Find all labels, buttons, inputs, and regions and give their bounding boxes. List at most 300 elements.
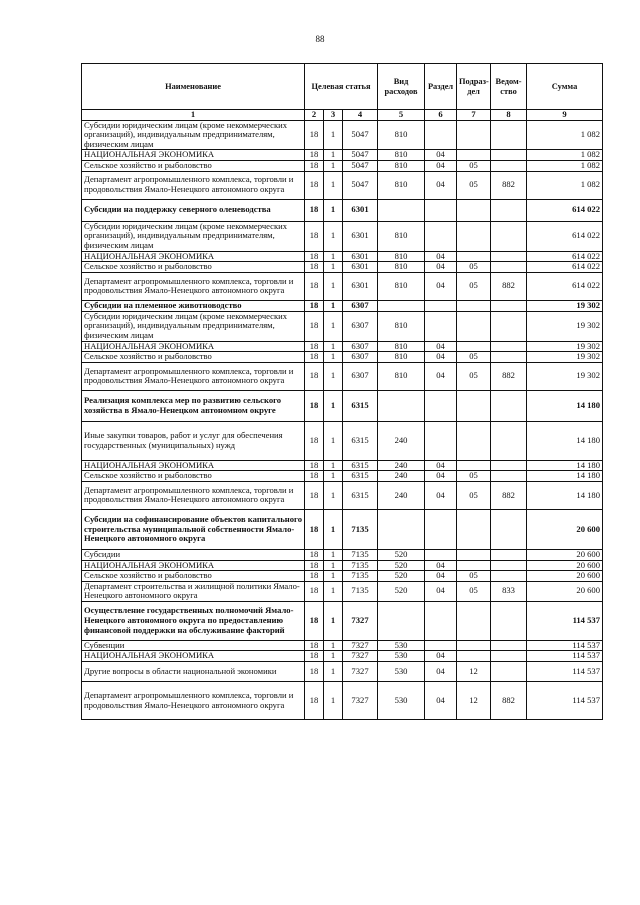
cell-subsection: 05 [457,171,491,199]
header-name: Наименование [82,64,305,110]
cell-name: Департамент агропромышленного комплекса, торговли и продовольствия Ямало-Ненецкого автономного округа [82,481,305,509]
cell-target-code: 6301 [343,199,378,221]
cell-section: 04 [425,471,457,482]
table-row [82,120,603,150]
cell-name: Департамент строительства и жилищной политики Ямало-Ненецкого автономного округа [82,581,305,601]
cell-expense-type [378,509,425,549]
cell-expense-type: 240 [378,421,425,460]
cell-target-program: 18 [305,272,324,300]
table-row [82,581,603,601]
cell-section: 04 [425,272,457,300]
cell-department [491,662,527,682]
cell-subsection [457,390,491,421]
cell-sum: 19 302 [527,311,603,341]
cell-target-subprogram: 1 [324,571,343,582]
cell-name: НАЦИОНАЛЬНАЯ ЭКОНОМИКА [82,460,305,471]
cell-sum: 614 022 [527,262,603,273]
cell-subsection [457,651,491,662]
cell-sum: 14 180 [527,421,603,460]
cell-target-subprogram: 1 [324,421,343,460]
table-row [82,150,603,161]
cell-subsection: 05 [457,262,491,273]
cell-expense-type [378,390,425,421]
header-subsection: Подраз- дел [457,64,491,110]
cell-target-subprogram: 1 [324,160,343,171]
cell-name: Реализация комплекса мер по развитию сельского хозяйства в Ямало-Ненецком автономном округе [82,390,305,421]
cell-target-subprogram: 1 [324,581,343,601]
cell-target-code: 7327 [343,601,378,640]
cell-target-program: 18 [305,471,324,482]
cell-target-subprogram: 1 [324,262,343,273]
cell-target-program: 18 [305,199,324,221]
cell-target-program: 18 [305,352,324,363]
cell-expense-type: 240 [378,460,425,471]
cell-department [491,651,527,662]
cell-subsection [457,199,491,221]
cell-target-code: 7327 [343,651,378,662]
cell-target-subprogram: 1 [324,662,343,682]
cell-target-program: 18 [305,509,324,549]
cell-target-subprogram: 1 [324,120,343,150]
cell-target-subprogram: 1 [324,341,343,352]
cell-subsection [457,640,491,651]
table-row [82,171,603,199]
cell-name: Иные закупки товаров, работ и услуг для обеспечения государственных (муниципальных) нужд [82,421,305,460]
cell-expense-type: 520 [378,581,425,601]
cell-name: Департамент агропромышленного комплекса, торговли и продовольствия Ямало-Ненецкого автономного округа [82,171,305,199]
cell-subsection: 05 [457,581,491,601]
table-row [82,549,603,560]
table-row [82,300,603,311]
cell-department [491,262,527,273]
cell-sum: 1 082 [527,160,603,171]
cell-expense-type: 810 [378,221,425,251]
cell-department [491,352,527,363]
cell-name: НАЦИОНАЛЬНАЯ ЭКОНОМИКА [82,651,305,662]
cell-name: Департамент агропромышленного комплекса, торговли и продовольствия Ямало-Ненецкого автономного округа [82,272,305,300]
header-sum: Сумма [527,64,603,110]
cell-expense-type: 810 [378,311,425,341]
cell-target-subprogram: 1 [324,651,343,662]
cell-section [425,120,457,150]
cell-expense-type: 810 [378,262,425,273]
cell-section [425,549,457,560]
cell-expense-type: 810 [378,272,425,300]
cell-department [491,421,527,460]
cell-name: Субсидии юридическим лицам (кроме некоммерческих организаций), индивидуальным предпринимателям, физическим лицам [82,221,305,251]
cell-target-code: 5047 [343,171,378,199]
table-row [82,651,603,662]
cell-subsection [457,421,491,460]
column-number: 1 [82,110,305,121]
cell-target-code: 6301 [343,272,378,300]
cell-subsection [457,460,491,471]
cell-section [425,601,457,640]
cell-subsection [457,549,491,560]
cell-target-subprogram: 1 [324,199,343,221]
cell-expense-type [378,601,425,640]
cell-section: 04 [425,150,457,161]
cell-sum: 614 022 [527,251,603,262]
cell-section [425,311,457,341]
cell-target-subprogram: 1 [324,560,343,571]
cell-target-subprogram: 1 [324,251,343,262]
cell-subsection: 05 [457,160,491,171]
cell-subsection: 05 [457,471,491,482]
cell-target-program: 18 [305,300,324,311]
cell-department [491,560,527,571]
cell-department [491,471,527,482]
header-row [82,64,603,110]
cell-expense-type [378,199,425,221]
cell-subsection: 05 [457,352,491,363]
cell-name: Субвенции [82,640,305,651]
table-row [82,662,603,682]
cell-target-code: 6307 [343,352,378,363]
cell-sum: 14 180 [527,481,603,509]
cell-target-subprogram: 1 [324,601,343,640]
cell-target-subprogram: 1 [324,362,343,390]
cell-department [491,251,527,262]
column-number: 2 [305,110,324,121]
cell-name: Сельское хозяйство и рыболовство [82,471,305,482]
cell-expense-type: 810 [378,120,425,150]
cell-target-program: 18 [305,262,324,273]
cell-target-program: 18 [305,682,324,720]
table-body [82,120,603,719]
cell-subsection [457,601,491,640]
cell-target-code: 6307 [343,341,378,352]
column-number: 3 [324,110,343,121]
cell-department [491,120,527,150]
cell-department [491,150,527,161]
cell-subsection [457,341,491,352]
cell-target-subprogram: 1 [324,481,343,509]
cell-name: Департамент агропромышленного комплекса, торговли и продовольствия Ямало-Ненецкого автономного округа [82,682,305,720]
cell-target-code: 7135 [343,549,378,560]
cell-sum: 20 600 [527,549,603,560]
cell-name: НАЦИОНАЛЬНАЯ ЭКОНОМИКА [82,560,305,571]
cell-target-code: 6307 [343,300,378,311]
cell-section: 04 [425,571,457,582]
cell-target-subprogram: 1 [324,311,343,341]
cell-target-code: 7135 [343,571,378,582]
cell-department [491,311,527,341]
table-row [82,311,603,341]
cell-name: Осуществление государственных полномочий Ямало-Ненецкого автономного округа по предоставлению финансовой поддержки на обслуживание факторий [82,601,305,640]
cell-expense-type: 810 [378,171,425,199]
table-row [82,640,603,651]
cell-target-subprogram: 1 [324,640,343,651]
cell-target-code: 6307 [343,362,378,390]
cell-sum: 20 600 [527,509,603,549]
cell-subsection [457,221,491,251]
table-row [82,421,603,460]
table-row [82,352,603,363]
cell-section [425,221,457,251]
cell-department [491,601,527,640]
cell-target-code: 7135 [343,581,378,601]
column-number: 8 [491,110,527,121]
table-row [82,471,603,482]
cell-target-subprogram: 1 [324,460,343,471]
cell-target-code: 5047 [343,160,378,171]
cell-sum: 19 302 [527,352,603,363]
cell-subsection [457,509,491,549]
cell-section: 04 [425,160,457,171]
table-row [82,460,603,471]
cell-subsection: 05 [457,571,491,582]
cell-subsection: 05 [457,362,491,390]
header-section: Раздел [425,64,457,110]
table-row [82,601,603,640]
cell-section: 04 [425,251,457,262]
cell-target-subprogram: 1 [324,509,343,549]
cell-sum: 614 022 [527,221,603,251]
cell-department [491,390,527,421]
cell-target-program: 18 [305,311,324,341]
cell-target-subprogram: 1 [324,549,343,560]
table-row [82,262,603,273]
cell-section: 04 [425,581,457,601]
cell-sum: 614 022 [527,272,603,300]
column-number-row [82,110,603,121]
cell-target-program: 18 [305,560,324,571]
cell-target-program: 18 [305,221,324,251]
cell-department [491,300,527,311]
cell-subsection [457,251,491,262]
cell-sum: 114 537 [527,601,603,640]
cell-section: 04 [425,352,457,363]
cell-target-subprogram: 1 [324,171,343,199]
table-row [82,251,603,262]
cell-department [491,640,527,651]
cell-department [491,549,527,560]
cell-name: Субсидии на софинансирование объектов капитального строительства муниципальной собственности Ямало-Ненецкого автономного округа [82,509,305,549]
cell-sum: 20 600 [527,571,603,582]
cell-name: НАЦИОНАЛЬНАЯ ЭКОНОМИКА [82,251,305,262]
cell-target-program: 18 [305,160,324,171]
cell-department: 882 [491,171,527,199]
cell-target-subprogram: 1 [324,272,343,300]
cell-department [491,341,527,352]
cell-name: Сельское хозяйство и рыболовство [82,160,305,171]
cell-expense-type: 520 [378,571,425,582]
cell-expense-type: 240 [378,481,425,509]
cell-section: 04 [425,662,457,682]
cell-section: 04 [425,460,457,471]
cell-sum: 20 600 [527,581,603,601]
cell-sum: 19 302 [527,362,603,390]
cell-sum: 14 180 [527,460,603,471]
cell-department [491,460,527,471]
cell-target-code: 6315 [343,471,378,482]
cell-target-program: 18 [305,460,324,471]
cell-section [425,390,457,421]
cell-sum: 20 600 [527,560,603,571]
cell-section [425,199,457,221]
table-row [82,272,603,300]
cell-name: Департамент агропромышленного комплекса, торговли и продовольствия Ямало-Ненецкого автономного округа [82,362,305,390]
cell-expense-type: 520 [378,560,425,571]
cell-target-program: 18 [305,549,324,560]
cell-target-subprogram: 1 [324,471,343,482]
cell-target-program: 18 [305,581,324,601]
cell-target-code: 7327 [343,640,378,651]
cell-name: НАЦИОНАЛЬНАЯ ЭКОНОМИКА [82,341,305,352]
cell-target-program: 18 [305,390,324,421]
cell-sum: 114 537 [527,651,603,662]
cell-target-code: 6315 [343,481,378,509]
table-row [82,362,603,390]
cell-department: 833 [491,581,527,601]
cell-target-program: 18 [305,150,324,161]
budget-table [81,63,603,720]
cell-expense-type: 530 [378,640,425,651]
table-row [82,341,603,352]
cell-name: НАЦИОНАЛЬНАЯ ЭКОНОМИКА [82,150,305,161]
cell-target-subprogram: 1 [324,682,343,720]
cell-section: 04 [425,362,457,390]
table-row [82,221,603,251]
cell-name: Сельское хозяйство и рыболовство [82,571,305,582]
cell-target-code: 5047 [343,120,378,150]
cell-section: 04 [425,651,457,662]
cell-section: 04 [425,171,457,199]
cell-target-program: 18 [305,571,324,582]
header-target: Целевая статья [305,64,378,110]
table-row [82,682,603,720]
cell-name: Другие вопросы в области национальной экономики [82,662,305,682]
cell-target-code: 6301 [343,251,378,262]
cell-target-program: 18 [305,251,324,262]
cell-target-code: 5047 [343,150,378,161]
cell-target-subprogram: 1 [324,352,343,363]
cell-expense-type: 810 [378,362,425,390]
cell-subsection: 12 [457,682,491,720]
cell-department [491,199,527,221]
cell-target-code: 6301 [343,221,378,251]
cell-expense-type: 530 [378,651,425,662]
cell-target-program: 18 [305,341,324,352]
cell-target-program: 18 [305,421,324,460]
cell-subsection [457,150,491,161]
column-number: 5 [378,110,425,121]
cell-section [425,300,457,311]
cell-sum: 1 082 [527,171,603,199]
cell-target-program: 18 [305,362,324,390]
table-row [82,560,603,571]
cell-target-code: 6315 [343,421,378,460]
cell-name: Сельское хозяйство и рыболовство [82,352,305,363]
cell-department: 882 [491,272,527,300]
column-number: 6 [425,110,457,121]
cell-sum: 1 082 [527,120,603,150]
cell-target-code: 6307 [343,311,378,341]
cell-target-program: 18 [305,640,324,651]
cell-subsection [457,560,491,571]
cell-expense-type: 240 [378,471,425,482]
cell-target-subprogram: 1 [324,300,343,311]
cell-target-program: 18 [305,481,324,509]
column-number: 4 [343,110,378,121]
cell-target-subprogram: 1 [324,221,343,251]
cell-expense-type: 530 [378,682,425,720]
cell-subsection: 12 [457,662,491,682]
cell-sum: 614 022 [527,199,603,221]
cell-target-subprogram: 1 [324,150,343,161]
cell-section: 04 [425,560,457,571]
cell-target-code: 7327 [343,662,378,682]
cell-expense-type: 810 [378,160,425,171]
cell-expense-type: 810 [378,352,425,363]
cell-sum: 19 302 [527,300,603,311]
cell-name: Субсидии на поддержку северного оленеводства [82,199,305,221]
cell-sum: 14 180 [527,471,603,482]
cell-subsection: 05 [457,481,491,509]
cell-target-code: 6301 [343,262,378,273]
cell-department [491,221,527,251]
cell-department [491,571,527,582]
cell-expense-type: 530 [378,662,425,682]
cell-target-program: 18 [305,120,324,150]
cell-target-code: 6315 [343,390,378,421]
cell-subsection [457,120,491,150]
cell-section: 04 [425,262,457,273]
cell-target-code: 7135 [343,509,378,549]
cell-target-code: 7135 [343,560,378,571]
cell-section: 04 [425,341,457,352]
cell-department: 882 [491,682,527,720]
cell-department [491,160,527,171]
cell-sum: 14 180 [527,390,603,421]
cell-name: Субсидии юридическим лицам (кроме некоммерческих организаций), индивидуальным предпринимателям, физическим лицам [82,311,305,341]
cell-target-program: 18 [305,662,324,682]
cell-department: 882 [491,362,527,390]
column-number: 9 [527,110,603,121]
column-number: 7 [457,110,491,121]
header-type: Вид расходов [378,64,425,110]
cell-target-program: 18 [305,651,324,662]
cell-target-subprogram: 1 [324,390,343,421]
table-row [82,509,603,549]
header-department: Ведом- ство [491,64,527,110]
cell-section: 04 [425,682,457,720]
cell-section [425,509,457,549]
cell-expense-type [378,300,425,311]
cell-target-program: 18 [305,601,324,640]
cell-sum: 114 537 [527,640,603,651]
cell-department [491,509,527,549]
table-row [82,199,603,221]
page-number: 88 [315,34,325,44]
cell-section: 04 [425,481,457,509]
cell-subsection: 05 [457,272,491,300]
table-row [82,571,603,582]
cell-expense-type: 810 [378,150,425,161]
table-row [82,390,603,421]
cell-sum: 114 537 [527,662,603,682]
cell-sum: 19 302 [527,341,603,352]
cell-target-program: 18 [305,171,324,199]
cell-target-code: 6315 [343,460,378,471]
cell-expense-type: 520 [378,549,425,560]
cell-sum: 1 082 [527,150,603,161]
cell-section [425,421,457,460]
cell-name: Субсидии юридическим лицам (кроме некоммерческих организаций), индивидуальным предпринимателям, физическим лицам [82,120,305,150]
cell-expense-type: 810 [378,251,425,262]
cell-name: Сельское хозяйство и рыболовство [82,262,305,273]
